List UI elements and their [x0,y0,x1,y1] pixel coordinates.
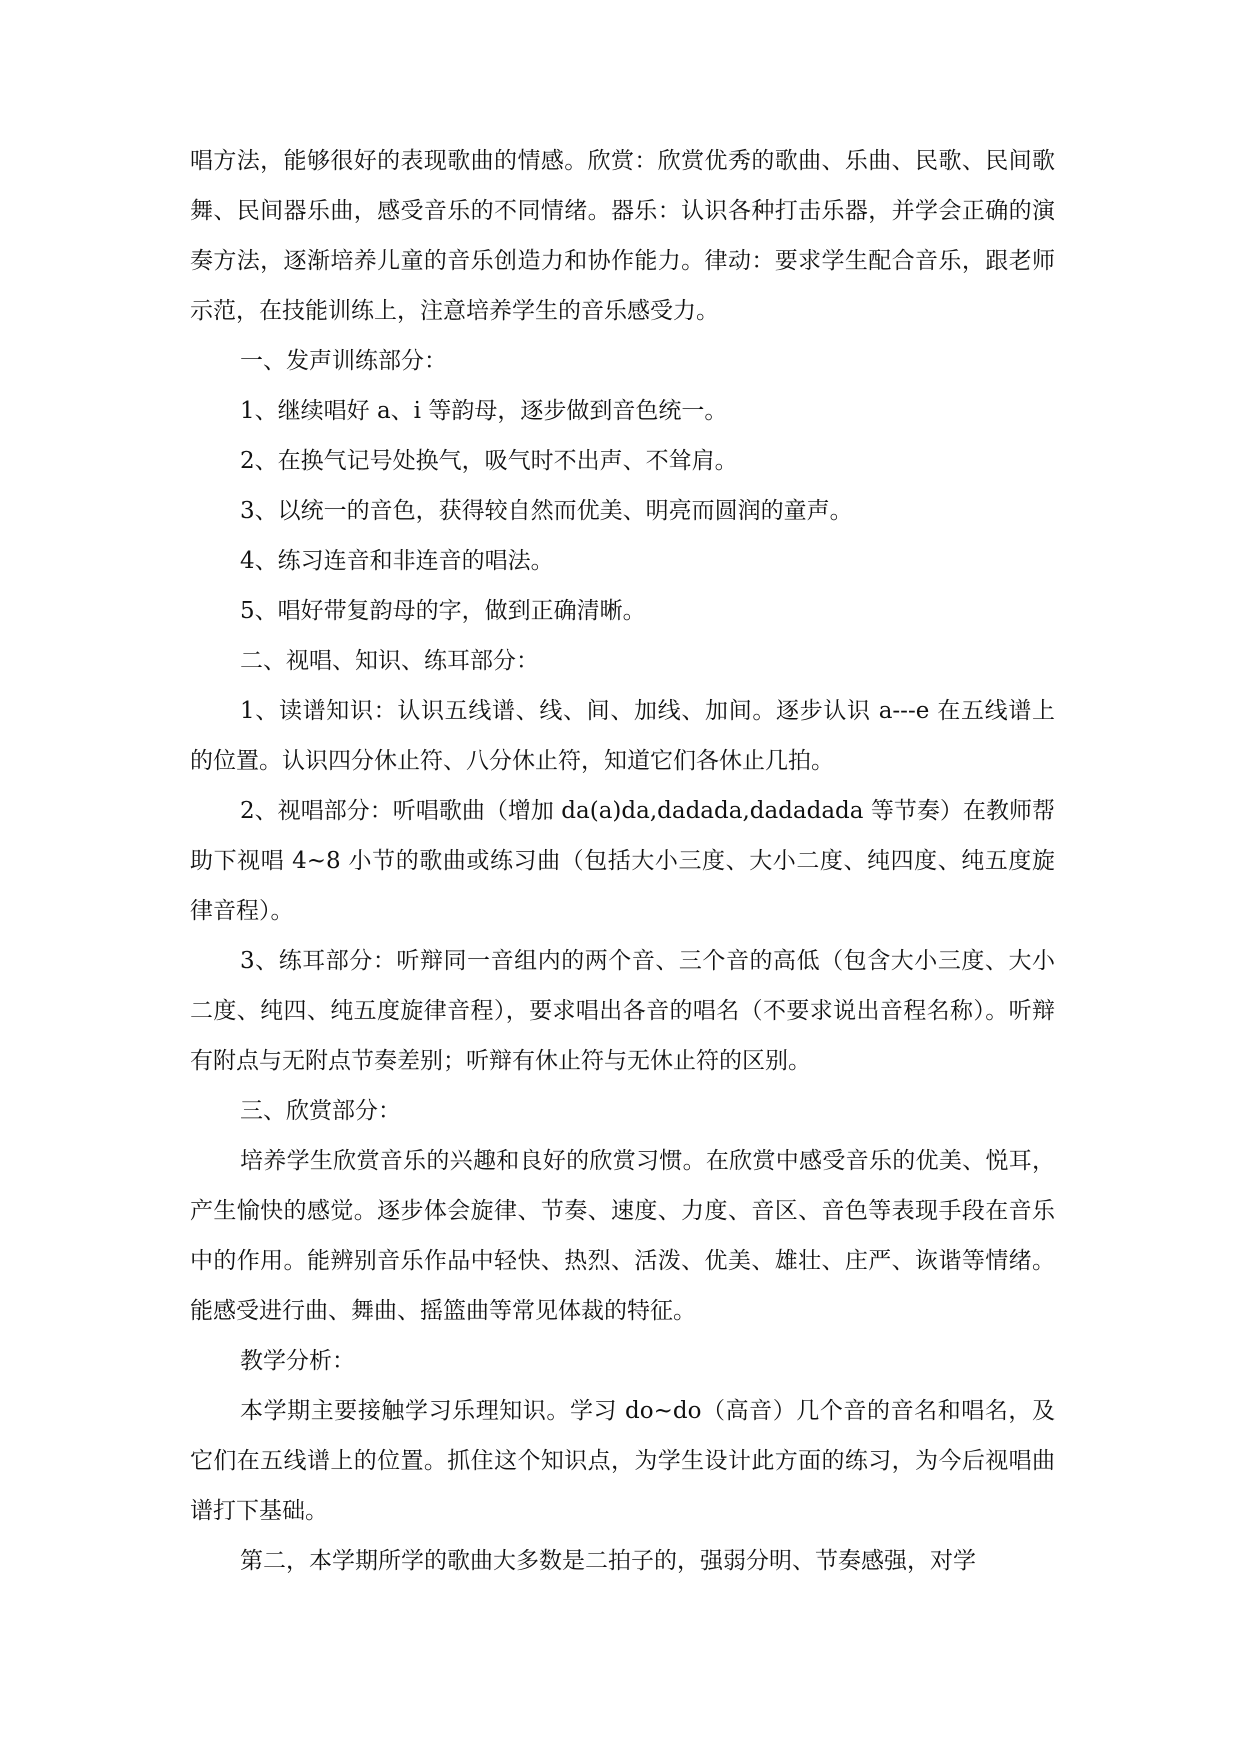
paragraph-teaching-analysis-1: 本学期主要接触学习乐理知识。学习 do~do（高音）几个音的音名和唱名，及它们在五线谱上的位置。抓住这个知识点，为学生设计此方面的练习，为今后视唱曲谱打下基础。 [190,1398,1055,1524]
list-item-sight-singing-1: 1、读谱知识：认识五线谱、线、间、加线、加间。逐步认识 a---e 在五线谱上的位置。认识四分休止符、八分休止符，知道它们各休止几拍。 [190,698,1055,774]
section-heading-sight-singing: 二、视唱、知识、练耳部分： [240,648,539,674]
paragraph-teaching-analysis-2: 第二，本学期所学的歌曲大多数是二拍子的，强弱分明、节奏感强，对学 [240,1548,976,1574]
list-item-sight-singing-2: 2、视唱部分：听唱歌曲（增加 da(a)da,dadada,dadadada 等节奏）在教师帮助下视唱 4~8 小节的歌曲或练习曲（包括大小三度、大小二度、纯四度、纯五度旋律音程）。 [190,798,1055,924]
list-item-vocal-1: 1、继续唱好 a、i 等韵母，逐步做到音色统一。 [240,398,728,424]
paragraph-intro-continued: 唱方法，能够很好的表现歌曲的情感。欣赏：欣赏优秀的歌曲、乐曲、民歌、民间歌舞、民间器乐曲，感受音乐的不同情绪。器乐：认识各种打击乐器，并学会正确的演奏方法，逐渐培养儿童的音乐创造力和协作能力。律动：要求学生配合音乐，跟老师示范，在技能训练上，注意培养学生的音乐感受力。 [190,148,1055,324]
document-body [190,136,1055,1586]
list-item-vocal-2: 2、在换气记号处换气，吸气时不出声、不耸肩。 [240,448,738,474]
section-heading-teaching-analysis: 教学分析： [240,1348,355,1374]
list-item-sight-singing-3: 3、练耳部分：听辩同一音组内的两个音、三个音的高低（包含大小三度、大小二度、纯四、纯五度旋律音程），要求唱出各音的唱名（不要求说出音程名称）。听辩有附点与无附点节奏差别；听辩有休止符与无休止符的区别。 [190,948,1055,1074]
list-item-vocal-4: 4、练习连音和非连音的唱法。 [240,548,554,574]
list-item-vocal-5: 5、唱好带复韵母的字，做到正确清晰。 [240,598,646,624]
section-heading-vocal-training: 一、发声训练部分： [240,348,447,374]
list-item-vocal-3: 3、以统一的音色，获得较自然而优美、明亮而圆润的童声。 [240,498,853,524]
paragraph-appreciation: 培养学生欣赏音乐的兴趣和良好的欣赏习惯。在欣赏中感受音乐的优美、悦耳，产生愉快的感觉。逐步体会旋律、节奏、速度、力度、音区、音色等表现手段在音乐中的作用。能辨别音乐作品中轻快、热烈、活泼、优美、雄壮、庄严、诙谐等情绪。能感受进行曲、舞曲、摇篮曲等常见体裁的特征。 [190,1148,1055,1324]
section-heading-appreciation: 三、欣赏部分： [240,1098,401,1124]
